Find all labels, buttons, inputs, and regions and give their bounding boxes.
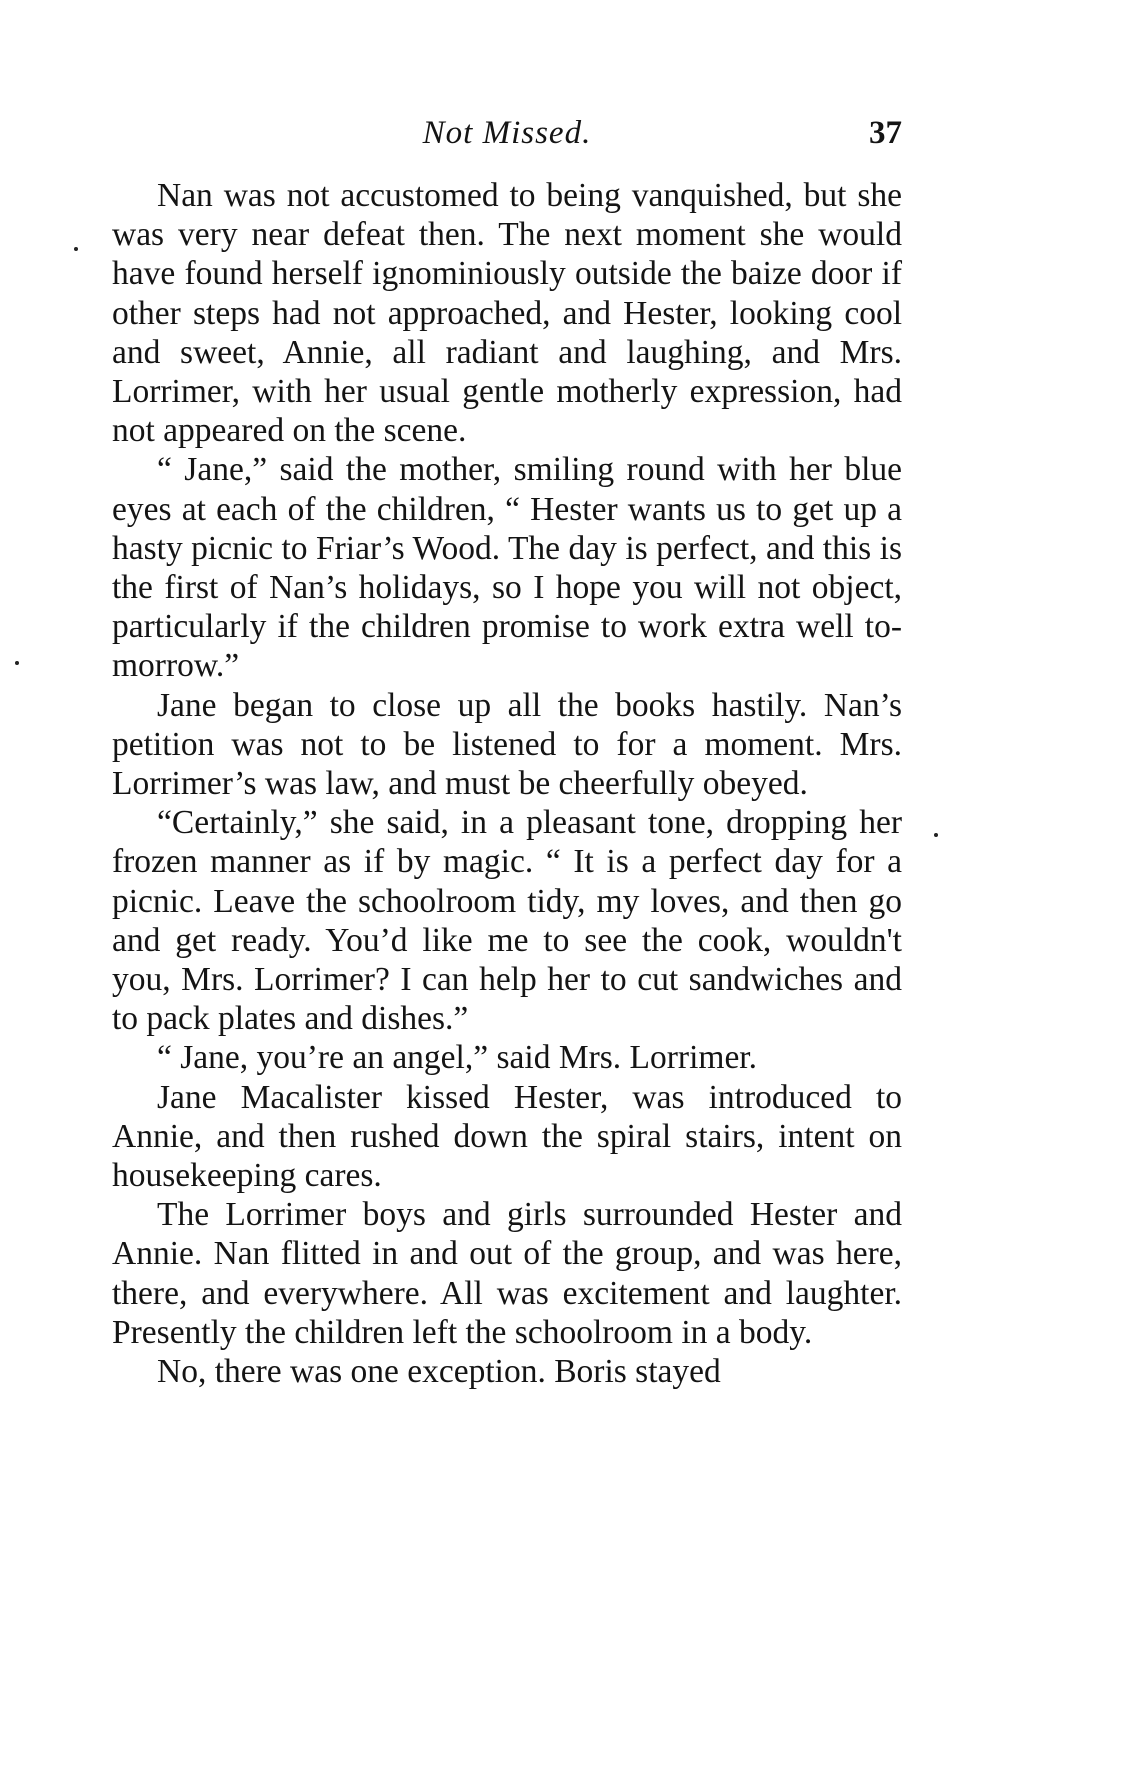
paragraph: Jane began to close up all the books hastily. Nan’s petition was not to be listened to for a moment. Mrs. Lorrimer’s was law, and must be cheerfully obeyed. — [112, 686, 902, 803]
page-header — [112, 108, 902, 158]
ink-speck — [74, 247, 78, 251]
ink-speck — [15, 661, 19, 665]
paragraph: “ Jane,” said the mother, smiling round with her blue eyes at each of the children, “ Hester wants us to get up a hasty picnic to Friar’s Wood. The day is perfect, and this is the first of Nan’s holidays, so I hope you will not object, particularly if the children promise to work extra well to-morrow.” — [112, 451, 902, 685]
paragraph: The Lorrimer boys and girls surrounded Hester and Annie. Nan flitted in and out of the group, and was here, there, and everywhere. All was excitement and laughter. Presently the children left the schoolroom in a body. — [112, 1196, 902, 1351]
paragraph: “ Jane, you’re an angel,” said Mrs. Lorrimer. — [157, 1039, 757, 1077]
paragraph: No, there was one exception. Boris stayed — [157, 1353, 721, 1391]
paragraph: “Certainly,” she said, in a pleasant tone, dropping her frozen manner as if by magic. “ It is a perfect day for a picnic. Leave the schoolroom tidy, my loves, and then go and get ready. You’d like me to see the cook, wouldn't you, Mrs. Lorrimer? I can help her to cut sandwiches and to pack plates and dishes.” — [112, 804, 902, 1038]
paragraph: Jane Macalister kissed Hester, was introduced to Annie, and then rushed down the spiral stairs, intent on housekeeping cares. — [112, 1078, 902, 1195]
ink-speck — [934, 833, 938, 837]
page-number: 37 — [869, 115, 902, 151]
body-text — [112, 176, 902, 1391]
running-title: Not Missed. — [422, 115, 592, 151]
paragraph: Nan was not accustomed to being vanquished, but she was very near defeat then. The next moment she would have found herself ignominiously outside the baize door if other steps had not approached, and Hester, looking cool and sweet, Annie, all radiant and laughing, and Mrs. Lorrimer, with her usual gentle motherly expression, had not appeared on the scene. — [112, 177, 902, 450]
